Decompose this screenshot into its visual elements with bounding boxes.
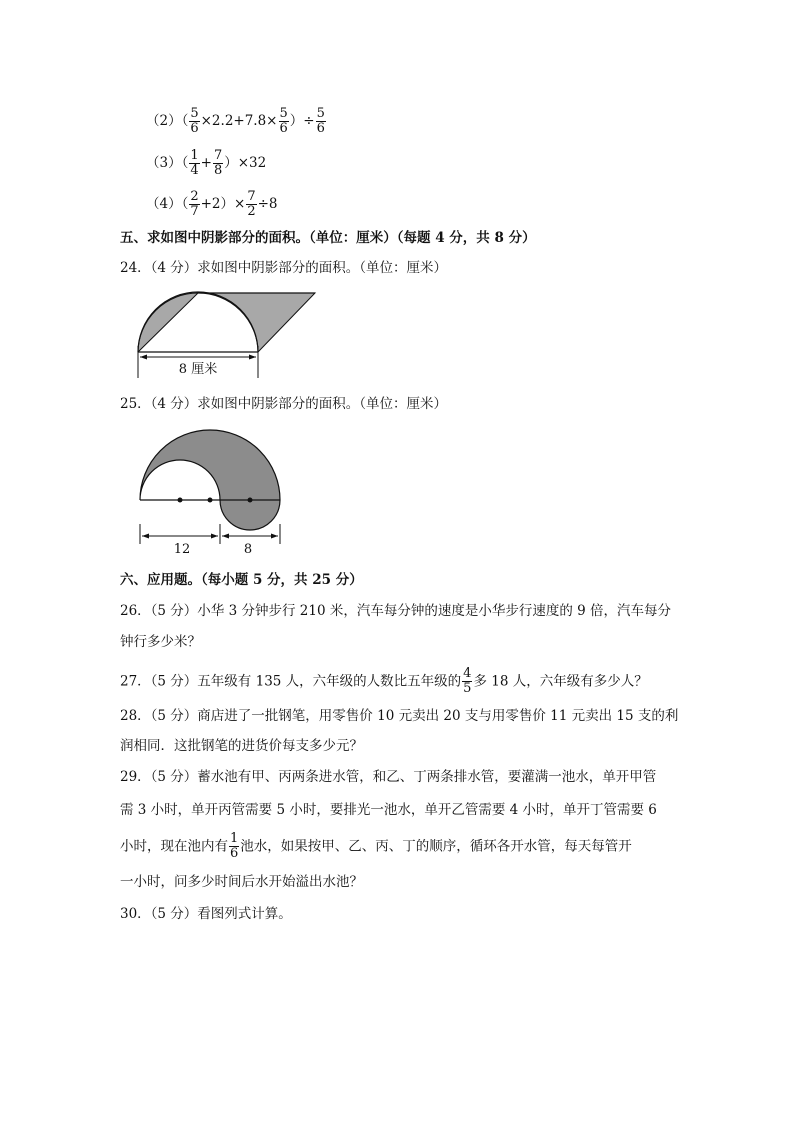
dim-label-left: 12 [173, 542, 191, 557]
question-27: 27．（5 分）五年级有 135 人，六年级的人数比五年级的 $\frac{4}{5}$ 多 18 人，六年级有多少人？ [120, 666, 648, 696]
question-29-line2: 需 3 小时，单开丙管需要 5 小时，要排光一池水，单开乙管需要 4 小时，单开丁管需要 6 [120, 802, 657, 818]
center-dot-3 [248, 498, 253, 503]
arrow [271, 534, 278, 539]
figure-25 [130, 426, 295, 562]
question-28-line1: 28．（5 分）商店进了一批钢笔，用零售价 10 元卖出 20 支与用零售价 11 元卖出 15 支的利 [120, 708, 679, 724]
dim-label-right: 8 [243, 542, 253, 557]
dimension-label: 8 厘米 [178, 362, 218, 377]
dimension-arrow-right [249, 355, 256, 360]
fraction: $\frac{5}{6}$ [316, 106, 325, 136]
question-29-line1: 29．（5 分）蓄水池有甲、丙两条进水管，和乙、丁两条排水管，要灌满一池水，单开甲管 [120, 769, 657, 785]
calc-item-3: （3）（ $\frac{1}{4}$ + $\frac{7}{8}$ ）×32 [146, 148, 267, 178]
question-29-line3: 小时，现在池内有 $\frac{1}{6}$ 池水，如果按甲、乙、丙、丁的顺序，循环各开水管，每天每管开 [120, 831, 632, 861]
arrow [142, 534, 149, 539]
calc-item-4: （4）（ $\frac{2}{7}$ +2）× $\frac{7}{2}$ ÷8 [146, 189, 278, 219]
shaded-region [140, 430, 280, 530]
question-30: 30．（5 分）看图列式计算。 [120, 906, 292, 922]
fraction: $\frac{4}{5}$ [463, 666, 472, 696]
fraction: $\frac{7}{2}$ [247, 189, 256, 219]
dimension-arrow-left [140, 355, 147, 360]
center-dot-2 [208, 498, 213, 503]
question-26-line1: 26．（5 分）小华 3 分钟步行 210 米，汽车每分钟的速度是小华步行速度的 9 倍，汽车每分 [120, 603, 672, 619]
fraction: $\frac{2}{7}$ [190, 189, 199, 219]
section-5-heading: 五、求如图中阴影部分的面积。（单位：厘米）（每题 4 分，共 8 分） [120, 230, 536, 246]
question-26-line2: 钟行多少米？ [120, 634, 201, 650]
question-28-line2: 润相同．这批钢笔的进货价每支多少元？ [120, 738, 363, 754]
fraction: $\frac{1}{6}$ [230, 831, 239, 861]
arrow [211, 534, 218, 539]
center-dot-1 [178, 498, 183, 503]
shaded-region [198, 293, 315, 352]
fraction: $\frac{5}{6}$ [190, 106, 199, 136]
question-24: 24．（4 分）求如图中阴影部分的面积。（单位：厘米） [120, 260, 448, 276]
arrow [222, 534, 229, 539]
shaded-segment [138, 293, 198, 352]
section-6-heading: 六、应用题。（每小题 5 分，共 25 分） [120, 572, 363, 588]
figure-24 [130, 288, 330, 384]
calc-item-2: （2）（ $\frac{5}{6}$ ×2.2+7.8× $\frac{5}{6}$ ）÷ $\frac{5}{6}$ [146, 106, 325, 136]
fraction: $\frac{1}{4}$ [190, 148, 199, 178]
fraction: $\frac{5}{6}$ [279, 106, 288, 136]
question-25: 25．（4 分）求如图中阴影部分的面积。（单位：厘米） [120, 396, 448, 412]
question-29-line4: 一小时，问多少时间后水开始溢出水池？ [120, 874, 363, 890]
fraction: $\frac{7}{8}$ [213, 148, 223, 178]
